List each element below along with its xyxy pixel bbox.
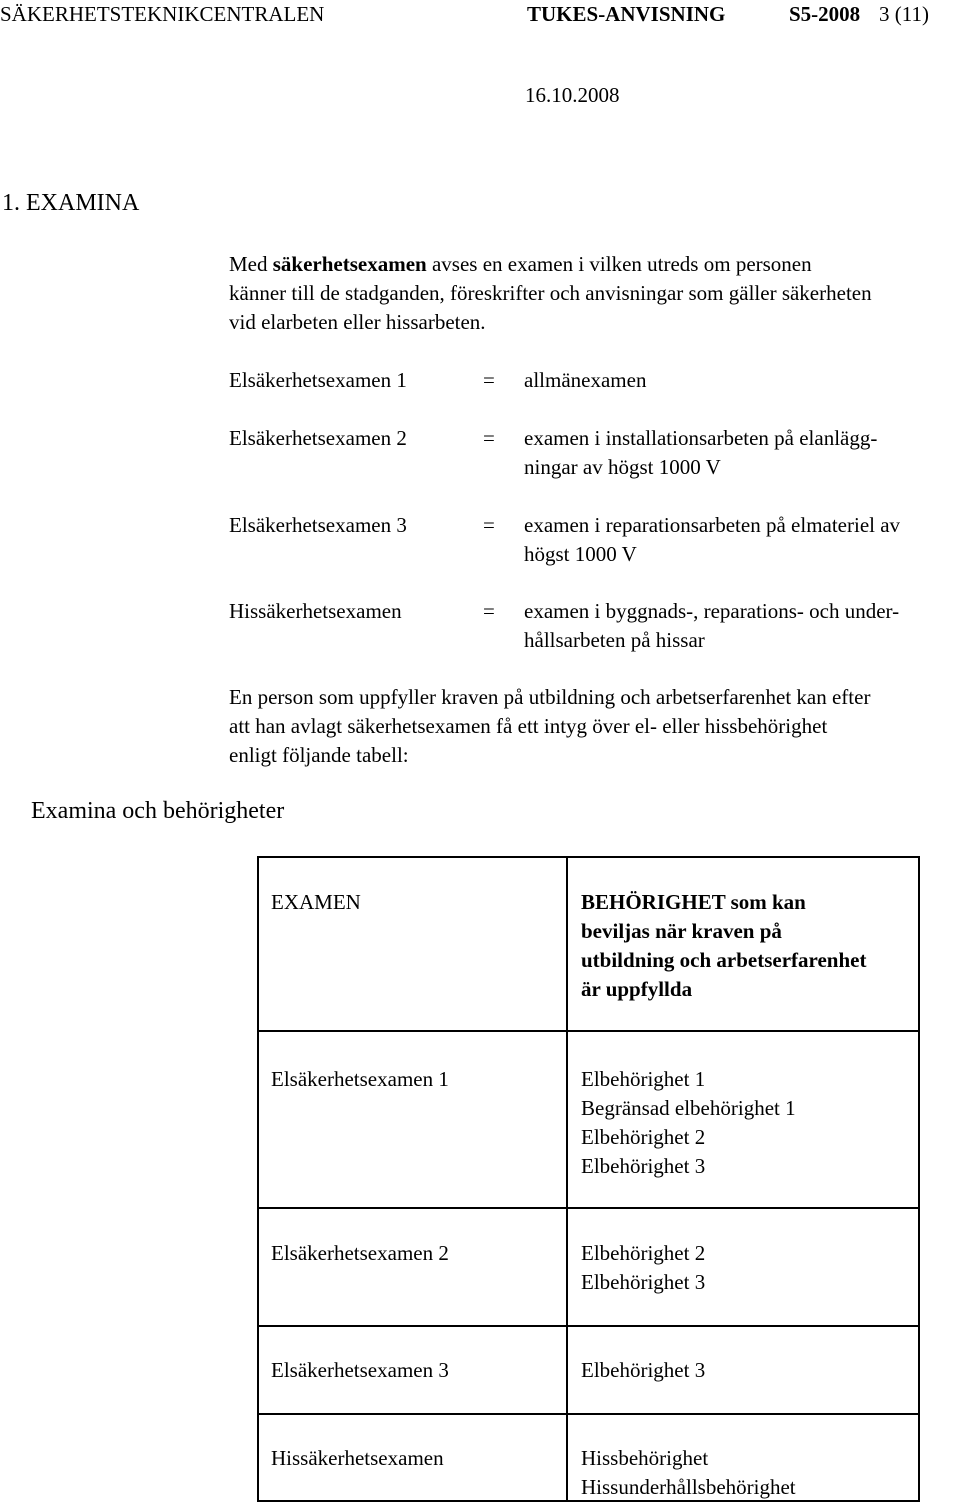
intro-line-1 [229, 250, 960, 279]
definition-text: examen i installationsarbeten på elanlägg- [524, 426, 878, 450]
table-intro-paragraph [229, 683, 870, 770]
definition-equals: = [483, 513, 495, 537]
intro-before: Med [229, 252, 273, 276]
authorization-line: Elbehörighet 3 [581, 1358, 706, 1382]
paragraph-line: enligt följande tabell: [229, 743, 409, 767]
table-border-top [257, 856, 920, 858]
table-row-divider [257, 1325, 920, 1327]
definition-equals: = [483, 599, 495, 623]
table-row-divider [257, 1030, 920, 1032]
definition-equals: = [483, 368, 495, 392]
definition-text: hållsarbeten på hissar [524, 628, 705, 652]
table-header-authorization [581, 888, 866, 1004]
authorization-line: Elbehörighet 3 [581, 1154, 706, 1178]
header-line: är uppfyllda [581, 977, 693, 1001]
authorization-table [257, 856, 920, 1502]
definition-term: Elsäkerhetsexamen 3 [229, 513, 407, 537]
header-line: utbildning och arbetserfarenhet [581, 948, 867, 972]
definition-term: Hissäkerhetsexamen [229, 599, 402, 623]
paragraph-line: En person som uppfyller kraven på utbildning och arbetserfarenhet kan efter [229, 685, 871, 709]
paragraph-line: att han avlagt säkerhetsexamen få ett intyg över el- eller hissbehörighet [229, 714, 828, 738]
header-page-number: 3 (11) [879, 2, 929, 26]
table-header-exam: EXAMEN [271, 890, 361, 914]
authorization-line: Elbehörighet 3 [581, 1270, 706, 1294]
table-border-right [918, 856, 920, 1502]
definition-text: ningar av högst 1000 V [524, 455, 721, 479]
table-cell-exam: Hissäkerhetsexamen [271, 1446, 444, 1470]
authorization-line: Begränsad elbehörighet 1 [581, 1096, 796, 1120]
header-document-code: S5-2008 [789, 2, 861, 26]
header-document-type: TUKES-ANVISNING [527, 2, 726, 26]
intro-line-2: känner till de stadganden, föreskrifter och anvisningar som gäller säkerheten [229, 281, 872, 305]
definition-text: examen i byggnads-, reparations- och under- [524, 599, 900, 623]
table-cell-authorization [581, 1356, 705, 1385]
intro-paragraph [229, 250, 960, 337]
section-title: 1. EXAMINA [2, 190, 140, 216]
table-border-left [257, 856, 259, 1502]
table-cell-exam: Elsäkerhetsexamen 2 [271, 1241, 449, 1265]
table-column-divider [566, 856, 568, 1502]
intro-line-3: vid elarbeten eller hissarbeten. [229, 310, 486, 334]
definition-text: högst 1000 V [524, 542, 637, 566]
authorization-line: Hissunderhållsbehörighet [581, 1475, 796, 1499]
definition-term: Elsäkerhetsexamen 1 [229, 368, 407, 392]
side-heading: Examina och behörigheter [31, 798, 285, 824]
header-date: 16.10.2008 [525, 83, 620, 107]
table-row-divider [257, 1413, 920, 1415]
table-cell-exam: Elsäkerhetsexamen 3 [271, 1358, 449, 1382]
header-line: BEHÖRIGHET som kan [581, 890, 806, 914]
table-cell-authorization [581, 1239, 705, 1297]
table-cell-exam: Elsäkerhetsexamen 1 [271, 1067, 449, 1091]
definition-text: examen i reparationsarbeten på elmateriel av [524, 513, 901, 537]
authorization-line: Elbehörighet 2 [581, 1125, 706, 1149]
authorization-line: Elbehörighet 1 [581, 1067, 706, 1091]
definition-term: Elsäkerhetsexamen 2 [229, 426, 407, 450]
authorization-line: Hissbehörighet [581, 1446, 709, 1470]
authorization-line: Elbehörighet 2 [581, 1241, 706, 1265]
intro-line-1-rest: avses en examen i vilken utreds om personen [426, 252, 812, 276]
header-line: beviljas när kraven på [581, 919, 782, 943]
definition-text: allmänexamen [524, 368, 647, 392]
table-row-divider [257, 1207, 920, 1209]
definition-equals: = [483, 426, 495, 450]
header-organization: SÄKERHETSTEKNIKCENTRALEN [0, 2, 325, 26]
intro-term: säkerhetsexamen [272, 252, 427, 276]
table-cell-authorization [581, 1444, 796, 1502]
table-cell-authorization [581, 1065, 796, 1181]
